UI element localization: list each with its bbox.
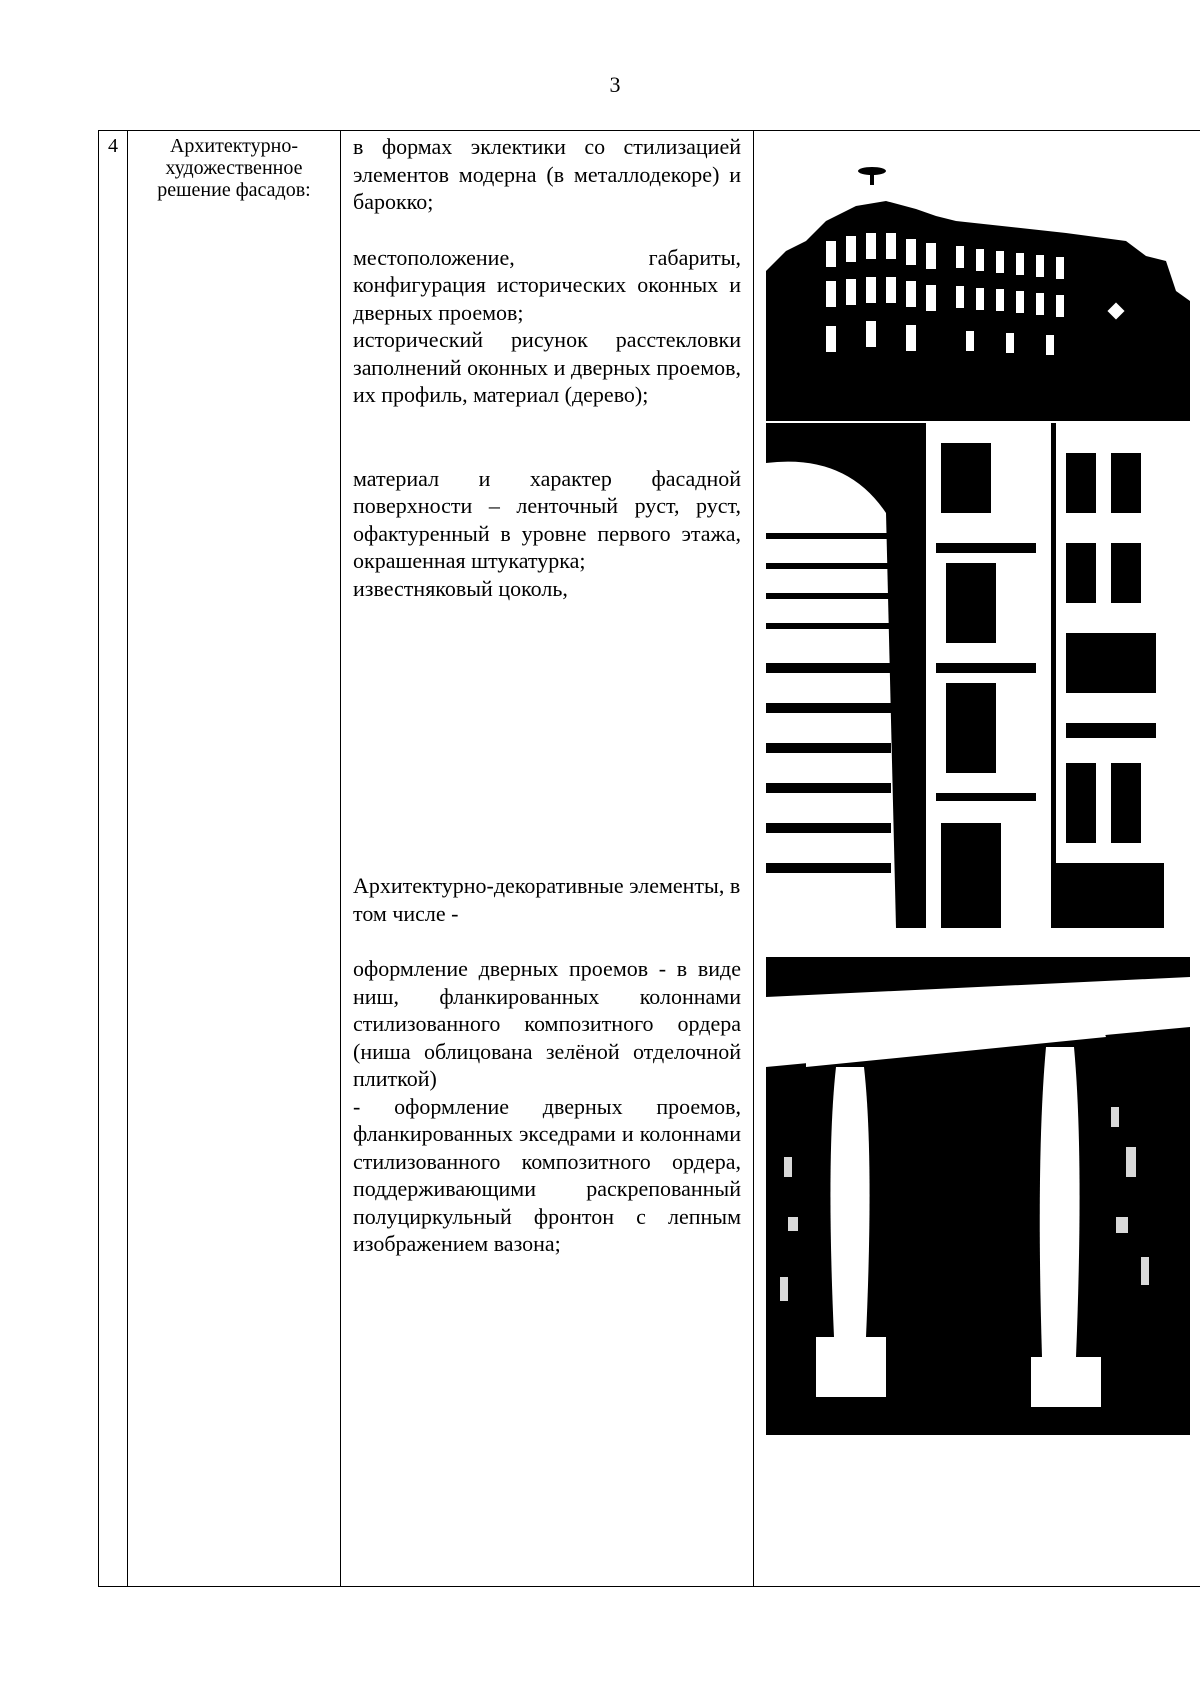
row-title: Архитектурно-художественное решение фасадов:	[128, 131, 341, 1587]
building-corner-photo	[766, 161, 1190, 421]
paragraph-style: в формах эклектики со стилизацией элементов модерна (в металлодекоре) и барокко;	[353, 134, 741, 214]
row-description	[341, 131, 754, 1587]
paragraph-surface: материал и характер фасадной поверхности – ленточный руст, руст, офактуренный в уровне первого этажа, окрашенная штукатурка;	[353, 465, 741, 573]
doorway-columns-photo	[766, 957, 1190, 1435]
table-row	[99, 131, 1200, 1587]
facade-detail-photo	[766, 423, 1164, 928]
attributes-table	[98, 130, 1200, 1587]
paragraph-plinth: известняковый цоколь,	[353, 575, 568, 601]
page-number: 3	[609, 72, 621, 97]
paragraph-door-exedrae: - оформление дверных проемов, фланкированных экседрами и колоннами стилизованного композитного ордера, поддерживающими раскрепованный полуциркульный фронтон с лепным изображением вазона;	[353, 1093, 741, 1256]
photos-column	[754, 131, 1200, 1587]
paragraph-door-niches: оформление дверных проемов - в виде ниш, фланкированных колоннами стилизованного композитного ордера (ниша облицована зелёной отделочной плиткой)	[353, 956, 741, 1091]
paragraph-openings: местоположение, габариты, конфигурация исторических оконных и дверных проемов;	[353, 244, 741, 325]
paragraph-decor-heading: Архитектурно-декоративные элементы, в том числе -	[353, 873, 741, 926]
paragraph-glazing: исторический рисунок расстекловки заполнений оконных и дверных проемов, их профиль, материал (дерево);	[353, 327, 741, 407]
row-number: 4	[99, 131, 128, 1587]
